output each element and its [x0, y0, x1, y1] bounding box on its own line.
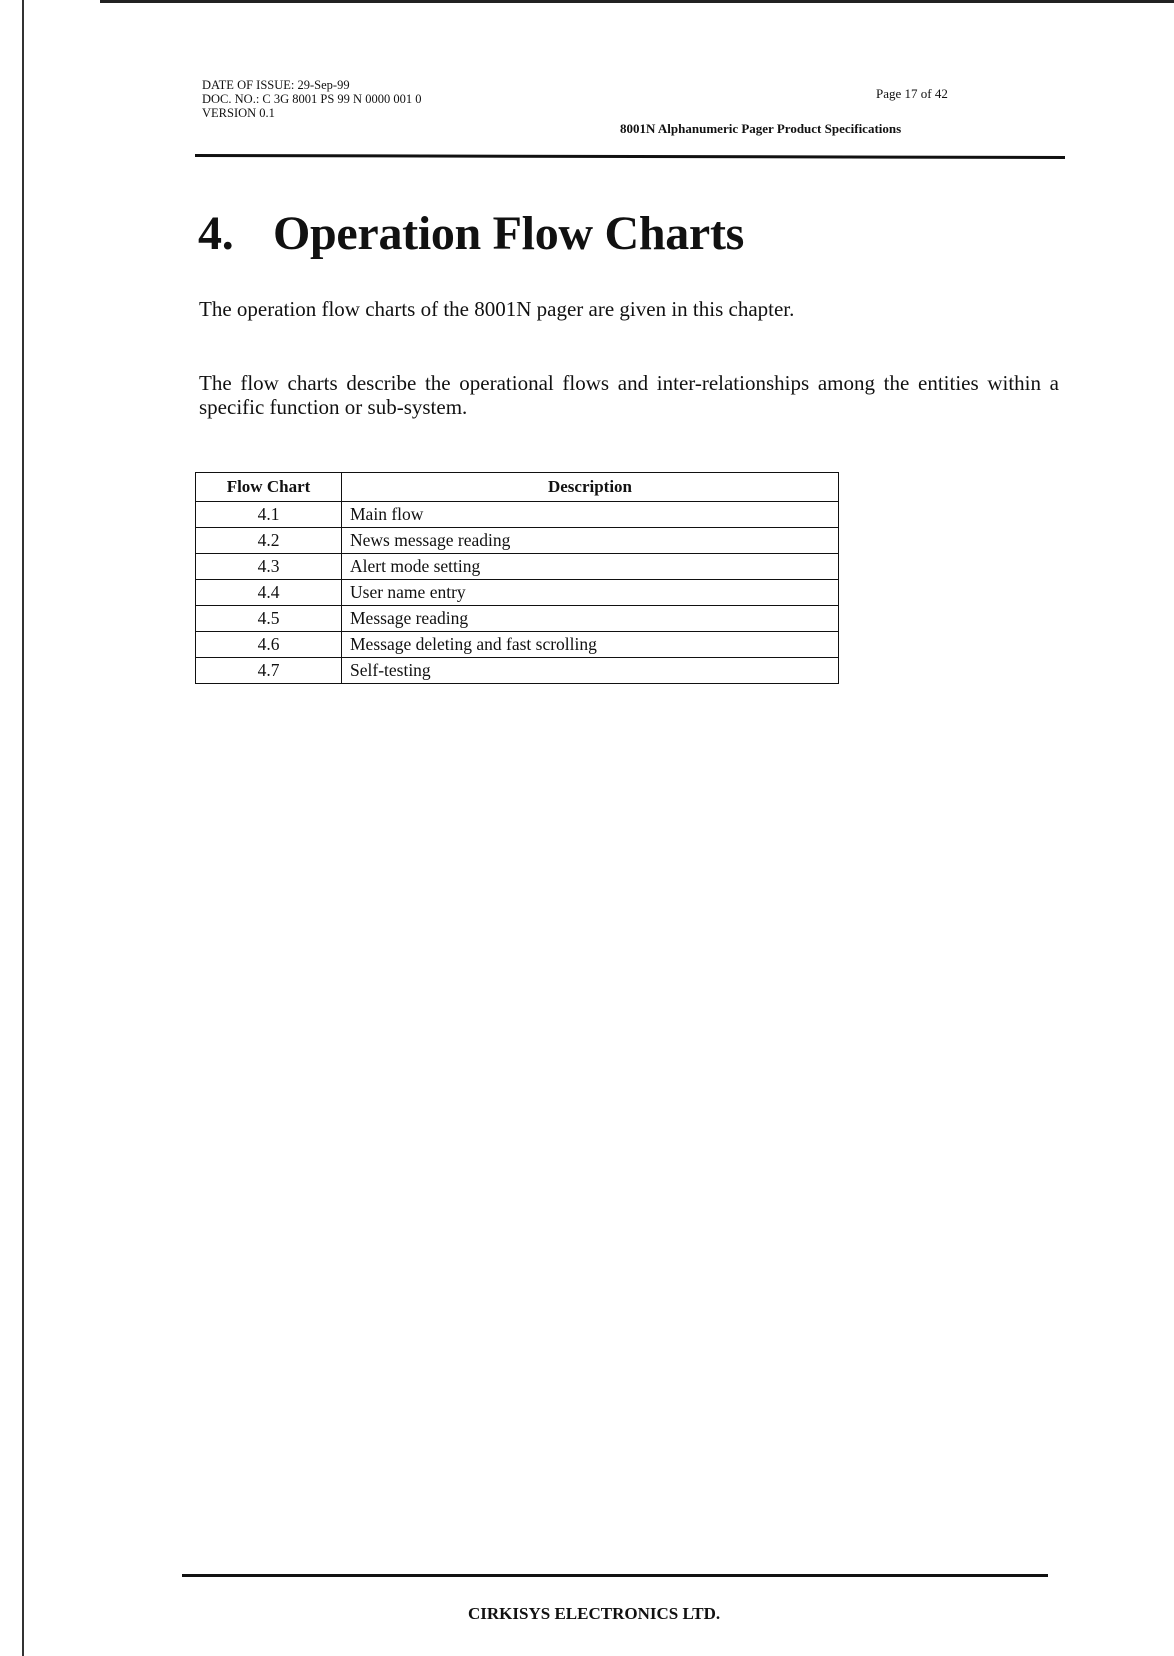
table-row	[196, 554, 839, 580]
table-row	[196, 580, 839, 606]
chapter-title: Operation Flow Charts	[273, 207, 745, 260]
table-row	[196, 632, 839, 658]
table-header-row	[196, 473, 839, 502]
flow-chart-number: 4.5	[196, 606, 342, 632]
flow-chart-number: 4.6	[196, 632, 342, 658]
flow-chart-description: Self-testing	[342, 658, 839, 684]
document-header-info	[202, 78, 421, 120]
scan-edge-top	[100, 0, 1174, 3]
description-paragraph: The flow charts describe the operational flows and inter-relationships among the entities within a specific function or sub-system.	[199, 371, 1059, 419]
scan-edge-left	[22, 0, 24, 1656]
page-number: Page 17 of 42	[876, 86, 948, 101]
date-of-issue: DATE OF ISSUE: 29-Sep-99	[202, 78, 350, 92]
product-title: 8001N Alphanumeric Pager Product Specifications	[620, 121, 902, 136]
flow-chart-table	[195, 472, 839, 684]
flow-chart-description: Message reading	[342, 606, 839, 632]
footer-divider	[182, 1574, 1048, 1577]
table-row	[196, 606, 839, 632]
flow-chart-description: Message deleting and fast scrolling	[342, 632, 839, 658]
document-number: DOC. NO.: C 3G 8001 PS 99 N 0000 001 0	[202, 92, 422, 106]
company-name: CIRKISYS ELECTRONICS LTD.	[468, 1604, 721, 1623]
table-row	[196, 528, 839, 554]
header-divider	[195, 154, 1065, 159]
table-row	[196, 658, 839, 684]
column-header-description: Description	[342, 473, 839, 502]
intro-paragraph: The operation flow charts of the 8001N pager are given in this chapter.	[199, 297, 795, 321]
flow-chart-number: 4.4	[196, 580, 342, 606]
table-row	[196, 502, 839, 528]
chapter-heading	[198, 206, 744, 261]
flow-chart-number: 4.2	[196, 528, 342, 554]
flow-chart-description: User name entry	[342, 580, 839, 606]
document-version: VERSION 0.1	[202, 106, 275, 120]
flow-chart-description: Main flow	[342, 502, 839, 528]
flow-chart-number: 4.7	[196, 658, 342, 684]
chapter-number: 4.	[198, 207, 234, 260]
flow-chart-number: 4.3	[196, 554, 342, 580]
column-header-flow-chart: Flow Chart	[196, 473, 342, 502]
flow-chart-description: Alert mode setting	[342, 554, 839, 580]
flow-chart-number: 4.1	[196, 502, 342, 528]
flow-chart-description: News message reading	[342, 528, 839, 554]
